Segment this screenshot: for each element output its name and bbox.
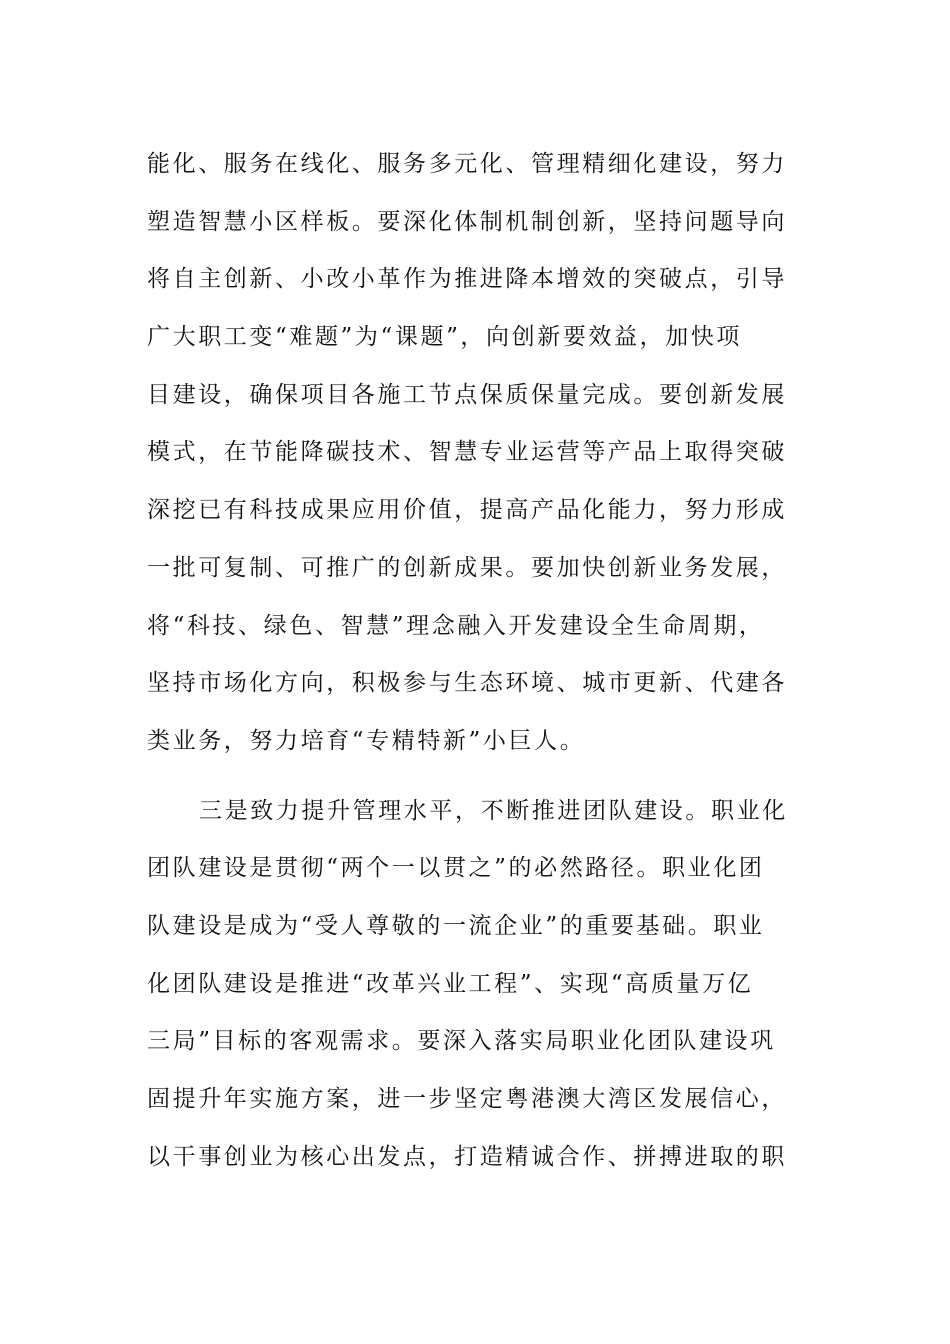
paragraph-line: 能化、服务在线化、服务多元化、管理精细化建设，努力 xyxy=(147,151,787,177)
paragraph-line: 模式，在节能降碳技术、智慧专业运营等产品上取得突破 xyxy=(147,439,787,466)
paragraph-line: 目建设，确保项目各施工节点保质保量完成。要创新发展 xyxy=(147,381,787,408)
paragraph-line: 深挖已有科技成果应用价值，提高产品化能力，努力形成 xyxy=(147,497,787,524)
document-body xyxy=(147,136,807,1186)
paragraph-line: 固提升年实施方案，进一步坚定粤港澳大湾区发展信心， xyxy=(147,1086,787,1112)
paragraph-line: 坚持市场化方向，积极参与生态环境、城市更新、代建各 xyxy=(147,670,787,697)
paragraph-line: 将自主创新、小改小革作为推进降本增效的突破点，引导 xyxy=(147,266,787,293)
paragraph-line: 一批可复制、可推广的创新成果。要加快创新业务发展， xyxy=(147,554,787,581)
paragraph-1 xyxy=(147,136,807,771)
paragraph-line: 三是致力提升管理水平，不断推进团队建设。职业化 xyxy=(199,797,788,824)
paragraph-line: 三局”目标的客观需求。要深入落实局职业化团队建设巩 xyxy=(147,1028,776,1055)
paragraph-line: 队建设是成为“受人尊敬的一流企业”的重要基础。职业 xyxy=(147,912,765,939)
paragraph-2 xyxy=(147,783,807,1187)
paragraph-line: 将“科技、绿色、智慧”理念融入开发建设全生命周期， xyxy=(147,612,765,639)
paragraph-line: 化团队建设是推进“改革兴业工程”、实现“高质量万亿 xyxy=(147,970,754,997)
paragraph-line: 团队建设是贯彻“两个一以贯之”的必然路径。职业化团 xyxy=(147,855,765,882)
paragraph-line: 塑造智慧小区样板。要深化体制机制创新，坚持问题导向 xyxy=(147,208,787,235)
paragraph-line: 广大职工变“难题”为“课题”，向创新要效益，加快项 xyxy=(147,324,743,351)
paragraph-line: 以干事创业为核心出发点，打造精诚合作、拼搏进取的职 xyxy=(147,1143,787,1170)
paragraph-line: 类业务，努力培育“专精特新”小巨人。 xyxy=(147,727,586,754)
